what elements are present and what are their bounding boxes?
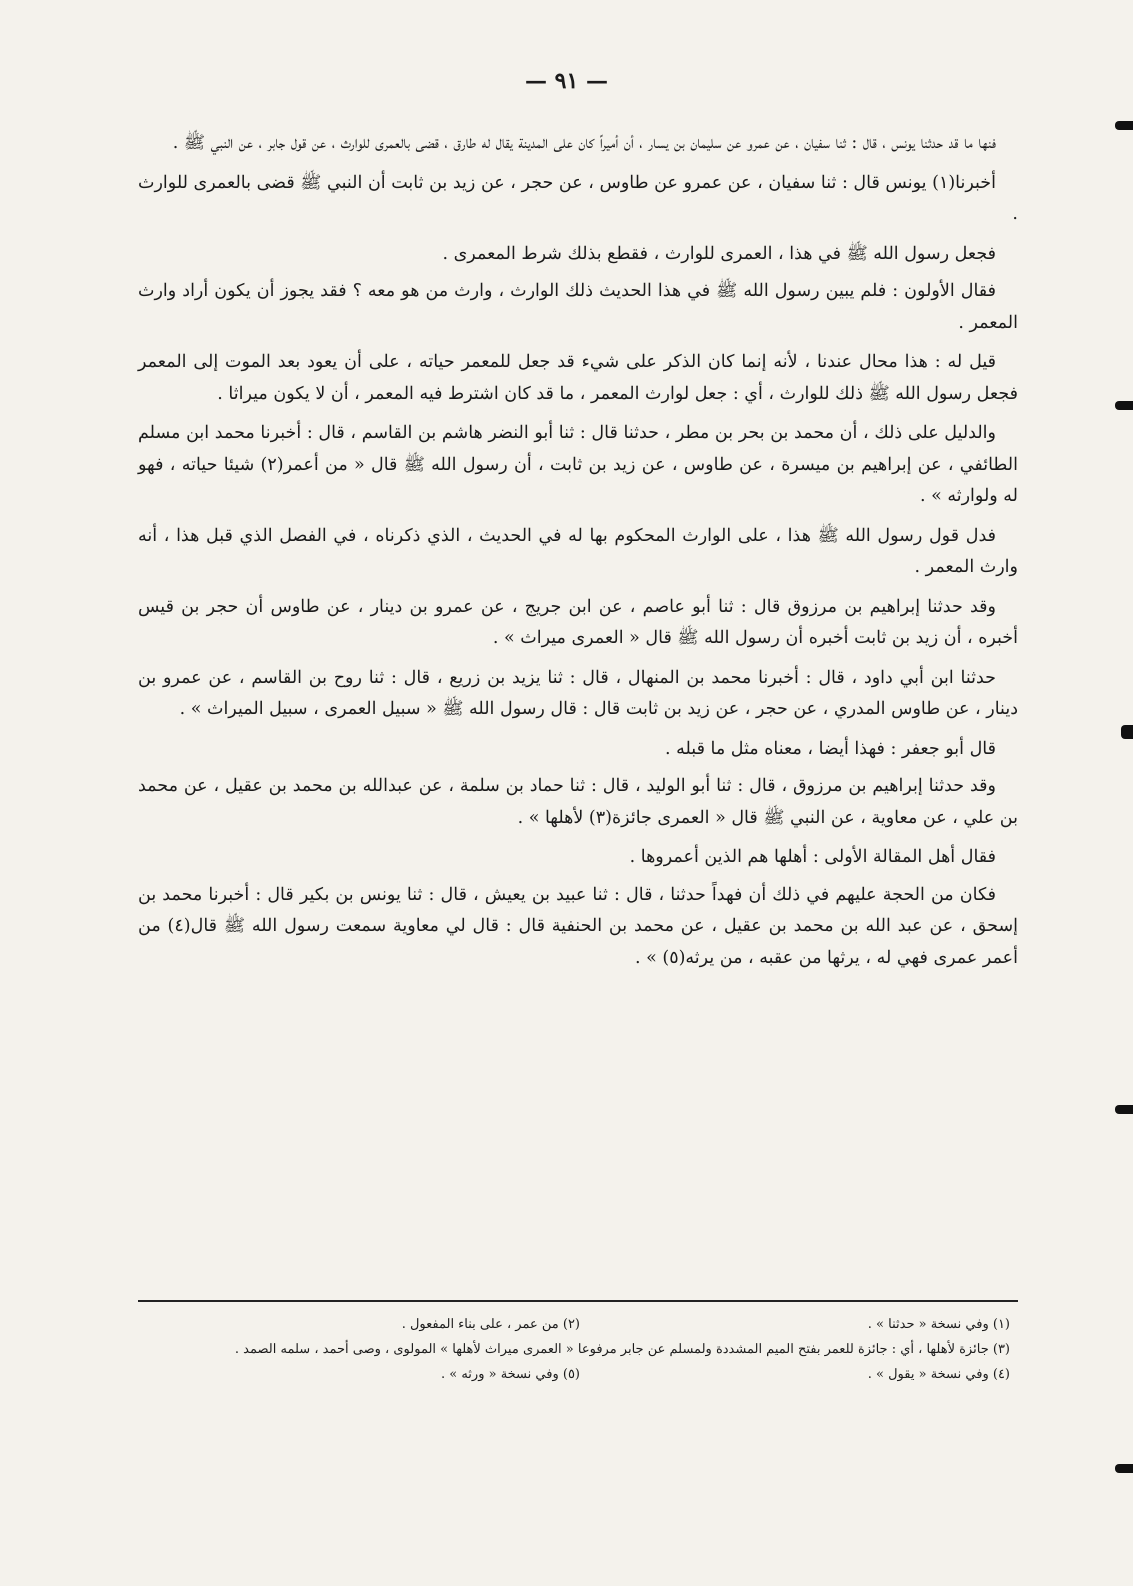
paragraph: وقد حدثنا إبراهيم بن مرزوق قال : ثنا أبو عاصم ، عن ابن جريج ، عن عمرو بن دينار ، عن طاوس أن حجر بن قيس أخبره ، أن زيد بن ثابت أخبره أن رسول الله ﷺ قال « العمرى ميراث » . — [138, 596, 1018, 648]
footnotes — [150, 1312, 1010, 1387]
paragraph: والدليل على ذلك ، أن محمد بن بحر بن مطر ، حدثنا قال : ثنا أبو النضر هاشم بن القاسم ، قال : أخبرنا محمد ابن مسلم الطائفي ، عن إبراهيم بن ميسرة ، عن طاوس ، عن زيد بن ثابت ، أن رسول الله ﷺ قال « من أعمر(٢) شيئا حياته ، فهو له ولوارثه » . — [138, 423, 1018, 506]
footnote-row — [150, 1312, 1010, 1337]
paragraph: فقال أهل المقالة الأولى : أهلها هم الذين أعمروها . — [629, 847, 996, 867]
scan-edge-mark — [1115, 401, 1133, 410]
paragraph: فجعل رسول الله ﷺ في هذا ، العمرى للوارث ، فقطع بذلك شرط المعمرى . — [442, 243, 996, 264]
paragraph: فكان من الحجة عليهم في ذلك أن فهداً حدثنا ، قال : ثنا عبيد بن يعيش ، قال : ثنا يونس بن بكير قال : أخبرنا محمد بن إسحق ، عن عبد الله بن محمد بن عقيل ، عن محمد بن الحنفية قال : قال لي معاوية سمعت رسول الله ﷺ قال(٤) من أعمر عمرى فهي له ، يرثها من عقبه ، من يرثه(٥) » . — [138, 884, 1018, 968]
paragraph: فنها ما قد حدثنا يونس ، قال : ثنا سفيان ، عن عمرو عن سليمان بن يسار ، أن أميراً كان على المدينة يقال له طارق ، قضى بالعمرى للوارث ، عن قول جابر ، عن النبي ﷺ . — [172, 133, 996, 153]
scan-edge-mark — [1115, 1464, 1133, 1473]
footnote-2: (٢) من عمر ، على بناء المفعول . — [401, 1317, 580, 1332]
footnote-4: (٤) وفي نسخة « يقول » . — [867, 1367, 1010, 1382]
paragraph: أخبرنا(١) يونس قال : ثنا سفيان ، عن عمرو عن طاوس ، عن حجر ، عن زيد بن ثابت أن النبي ﷺ قضى بالعمرى للوارث . — [138, 172, 1018, 224]
paragraph: قيل له : هذا محال عندنا ، لأنه إنما كان الذكر على شيء قد جعل للمعمر حياته ، على أن يعود بعد الموت إلى المعمر فجعل رسول الله ﷺ ذلك للوارث ، أي : جعل لوارث المعمر ، ما قد كان اشترط فيه المعمر ، أن لا يكون ميراثا . — [138, 352, 1018, 404]
scan-edge-mark — [1121, 725, 1133, 739]
scan-edge-mark — [1115, 121, 1133, 130]
paragraph: وقد حدثنا إبراهيم بن مرزوق ، قال : ثنا أبو الوليد ، قال : ثنا حماد بن سلمة ، عن عبدالله بن محمد بن عقيل ، عن محمد بن علي ، عن معاوية ، عن النبي ﷺ قال « العمرى جائزة(٣) لأهلها » . — [138, 776, 1018, 828]
paragraph: حدثنا ابن أبي داود ، قال : أخبرنا محمد بن المنهال ، قال : ثنا يزيد بن زريع ، قال : ثنا روح بن القاسم ، عن عمرو بن دينار ، عن طاوس المدري ، عن حجر ، عن زيد بن ثابت قال : قال رسول الله ﷺ « سبيل العمرى ، سبيل الميراث » . — [138, 667, 1018, 719]
page-number: — ٩١ — — [525, 68, 608, 94]
footnote-row — [150, 1337, 1010, 1362]
paragraph: فدل قول رسول الله ﷺ هذا ، على الوارث المحكوم بها له في الحديث ، الذي ذكرناه ، في الفصل الذي قبل هذا ، أنه وارث المعمر . — [138, 525, 1018, 577]
paragraph: قال أبو جعفر : فهذا أيضا ، معناه مثل ما قبله . — [664, 738, 996, 759]
footnote-5: (٥) وفي نسخة « ورثه » . — [440, 1367, 580, 1382]
footnote-1: (١) وفي نسخة « حدثنا » . — [867, 1317, 1010, 1332]
scan-edge-mark — [1115, 1105, 1133, 1114]
main-text — [138, 128, 1018, 982]
paragraph: فقال الأولون : فلم يبين رسول الله ﷺ في هذا الحديث ذلك الوارث ، وارث من هو معه ؟ فقد يجوز أن يكون أراد وارث المعمر . — [138, 281, 1018, 333]
footnote-divider — [138, 1300, 1018, 1302]
footnote-row — [150, 1362, 1010, 1387]
footnote-3: (٣) جائزة لأهلها ، أي : جائزة للعمر بفتح الميم المشددة ولمسلم عن جابر مرفوعا « العمرى ميراث لأهلها » المولوى ، وصى أحمد ، سلمه الصمد . — [234, 1342, 1010, 1357]
